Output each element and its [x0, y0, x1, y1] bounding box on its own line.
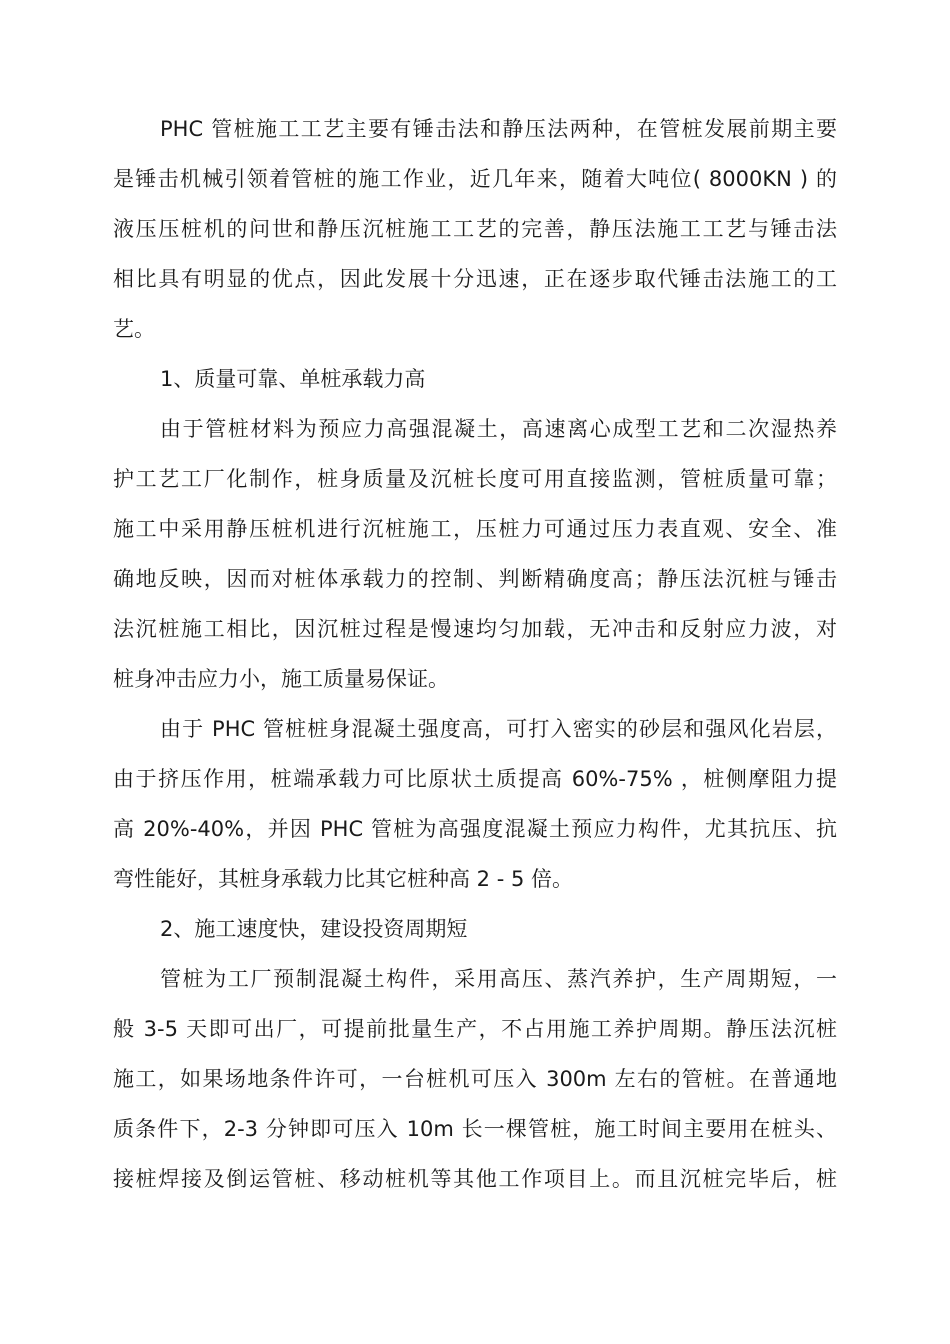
paragraph-line: 高 20%-40%，并因 PHC 管桩为高强度混凝土预应力构件，尤其抗压、抗 [113, 817, 837, 841]
paragraph-line: 艺。 [113, 317, 155, 341]
paragraph-line: 法沉桩施工相比，因沉桩过程是慢速均匀加载，无冲击和反射应力波，对 [113, 617, 837, 641]
paragraph-line: 护工艺工厂化制作，桩身质量及沉桩长度可用直接监测，管桩质量可靠； [113, 467, 837, 491]
paragraph-line: 由于 PHC 管桩桩身混凝土强度高，可打入密实的砂层和强风化岩层， [160, 717, 837, 741]
paragraph-line: 桩身冲击应力小，施工质量易保证。 [113, 667, 449, 691]
paragraph-line: 施工，如果场地条件许可，一台桩机可压入 300m 左右的管桩。在普通地 [113, 1067, 837, 1091]
paragraph-line: 弯性能好，其桩身承载力比其它桩种高 2 - 5 倍。 [113, 867, 573, 891]
paragraph-line: 液压压桩机的问世和静压沉桩施工工艺的完善，静压法施工工艺与锤击法 [113, 217, 837, 241]
section-heading: 1、质量可靠、单桩承载力高 [160, 367, 426, 391]
paragraph-line: 质条件下，2-3 分钟即可压入 10m 长一棵管桩，施工时间主要用在桩头、 [113, 1117, 837, 1141]
paragraph-line: PHC 管桩施工工艺主要有锤击法和静压法两种，在管桩发展前期主要 [160, 117, 837, 141]
paragraph-line: 接桩焊接及倒运管桩、移动桩机等其他工作项目上。而且沉桩完毕后，桩 [113, 1167, 837, 1191]
paragraph-line: 由于管桩材料为预应力高强混凝土，高速离心成型工艺和二次湿热养 [160, 417, 837, 441]
paragraph-line: 是锤击机械引领着管桩的施工作业，近几年来，随着大吨位( 8000KN ) 的 [113, 167, 837, 191]
section-heading: 2、施工速度快，建设投资周期短 [160, 917, 468, 941]
paragraph-line: 般 3-5 天即可出厂，可提前批量生产，不占用施工养护周期。静压法沉桩 [113, 1017, 837, 1041]
paragraph-line: 施工中采用静压桩机进行沉桩施工，压桩力可通过压力表直观、安全、准 [113, 517, 837, 541]
paragraph-line: 管桩为工厂预制混凝土构件，采用高压、蒸汽养护，生产周期短，一 [160, 967, 837, 991]
paragraph-line: 确地反映，因而对桩体承载力的控制、判断精确度高；静压法沉桩与锤击 [113, 567, 837, 591]
paragraph-line: 相比具有明显的优点，因此发展十分迅速，正在逐步取代锤击法施工的工 [113, 267, 837, 291]
paragraph-line: 由于挤压作用，桩端承载力可比原状土质提高 60%-75% ，桩侧摩阻力提 [113, 767, 837, 791]
